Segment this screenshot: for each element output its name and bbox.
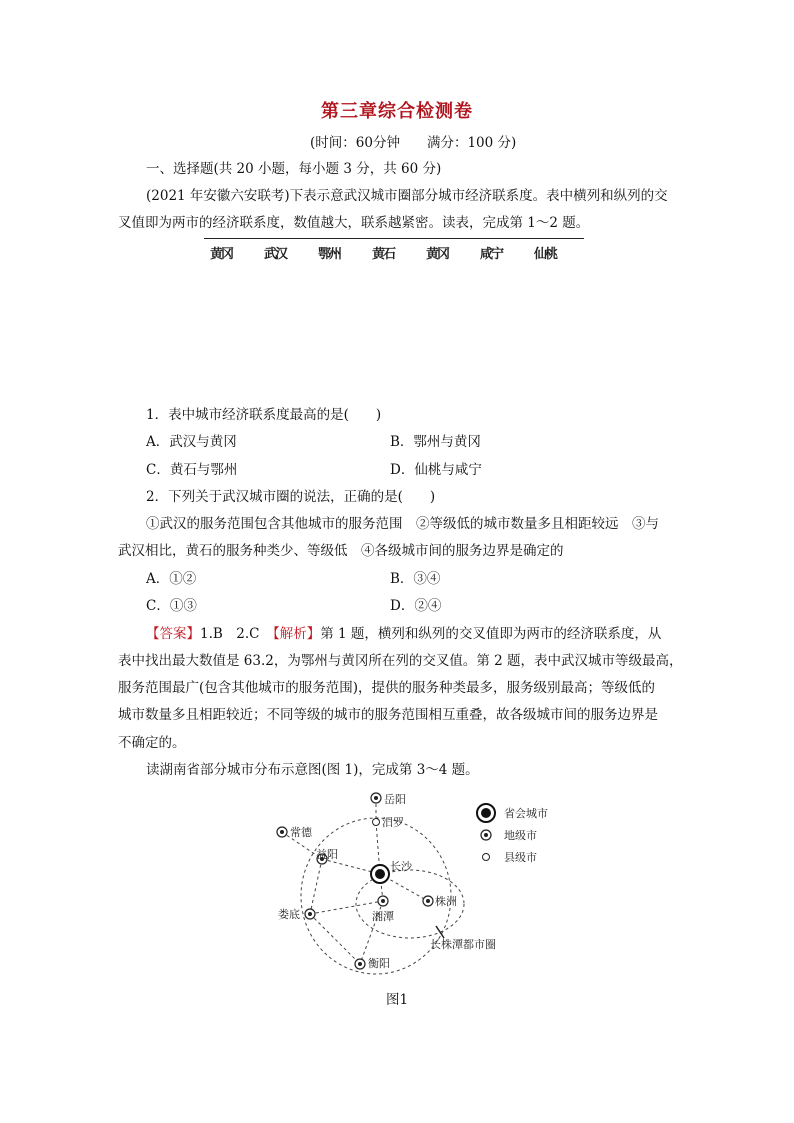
analysis-text-5: 不确定的。: [118, 735, 186, 751]
yiyang-label: 益阳: [316, 848, 338, 861]
page-title: 第三章综合检测卷: [321, 101, 473, 122]
question-1-stem: 1．表中城市经济联系度最高的是( ): [146, 407, 382, 423]
section-heading: 一、选择题(共 20 小题，每小题 3 分，共 60 分): [146, 161, 442, 177]
hunan-city-map: [268, 786, 560, 976]
yueyang-label: 岳阳: [384, 793, 406, 806]
map-svg: [268, 786, 560, 976]
region-label: 长株潭都市圈: [430, 938, 496, 951]
legend-prefecture-label: 地级市: [504, 829, 537, 842]
zhuzhou-label: 株洲: [435, 895, 457, 908]
question-2-statement-line-2: 武汉相比，黄石的服务种类少、等级低 ④各级城市间的服务边界是确定的: [118, 543, 564, 559]
miluo-marker: [373, 819, 380, 826]
question-2-stem: 2．下列关于武汉城市圈的说法，正确的是( ): [146, 489, 436, 505]
table-header-cell: 黄冈: [426, 247, 449, 262]
exam-meta: (时间：60分钟 满分：100 分): [310, 135, 517, 151]
changsha-label: 长沙: [390, 860, 412, 873]
legend-county-icon: [483, 854, 490, 861]
table-header-cell: 仙桃: [534, 247, 557, 262]
hengyang-label: 衡阳: [368, 957, 390, 970]
question-1-option-b: B．鄂州与黄冈: [390, 434, 481, 450]
loudi-label: 娄底: [278, 908, 300, 921]
legend-provincial-label: 省会城市: [504, 807, 548, 820]
answer-line-1: [146, 624, 661, 644]
xiangtan-label: 湘潭: [372, 910, 394, 923]
miluo-label: 汨罗: [382, 816, 404, 829]
question-1-option-d: D．仙桃与咸宁: [390, 462, 482, 478]
table-header-cell: 鄂州: [318, 247, 341, 262]
question-1-option-c: C．黄石与鄂州: [146, 462, 238, 478]
question-2-option-d: D．②④: [390, 598, 442, 614]
question-2-option-b: B．③④: [390, 571, 441, 587]
economic-table-header: [204, 238, 584, 263]
analysis-text-3: 服务范围最广(包含其他城市的服务范围)，提供的服务种类最多，服务级别最高；等级低的: [118, 680, 656, 696]
changde-label: 常德: [290, 826, 312, 839]
figure-caption: 图1: [385, 992, 409, 1008]
analysis-text-1: 第 1 题，横列和纵列的交叉值即为两市的经济联系度，从: [320, 626, 662, 642]
answer-tag: 【答案】: [146, 626, 200, 642]
answer-values: 1.B 2.C: [200, 626, 274, 642]
question-2-option-a: A．①②: [146, 571, 197, 587]
analysis-text-4: 城市数量多且相距较近；不同等级的城市的服务范围相互重叠，故各级城市间的服务边界是: [118, 707, 658, 723]
analysis-tag: 【解析】: [273, 626, 321, 642]
table-header-cell: 武汉: [264, 247, 287, 262]
question-2-option-c: C．①③: [146, 598, 197, 614]
table-header-cell: 黄石: [372, 247, 395, 262]
table-header-cell: 黄冈: [210, 247, 233, 262]
table-header-cell: 咸宁: [480, 247, 503, 262]
question-1-option-a: A．武汉与黄冈: [146, 434, 237, 450]
question-2-statement-line-1: ①武汉的服务范围包含其他城市的服务范围 ②等级低的城市数量多且相距较远 ③与: [146, 516, 659, 532]
analysis-text-2: 表中找出最大数值是 63.2，为鄂州与黄冈所在列的交叉值。第 2 题，表中武汉城市等级最高，: [118, 653, 683, 669]
intro-line-2: 叉值即为两市的经济联系度，数值越大，联系越紧密。读表，完成第 1～2 题。: [118, 215, 590, 231]
legend-county-label: 县级市: [504, 851, 537, 864]
map-intro: 读湖南省部分城市分布示意图(图 1)，完成第 3～4 题。: [146, 762, 479, 778]
intro-line-1: (2021 年安徽六安联考)下表示意武汉城市圈部分城市经济联系度。表中横列和纵列的交: [146, 188, 668, 204]
